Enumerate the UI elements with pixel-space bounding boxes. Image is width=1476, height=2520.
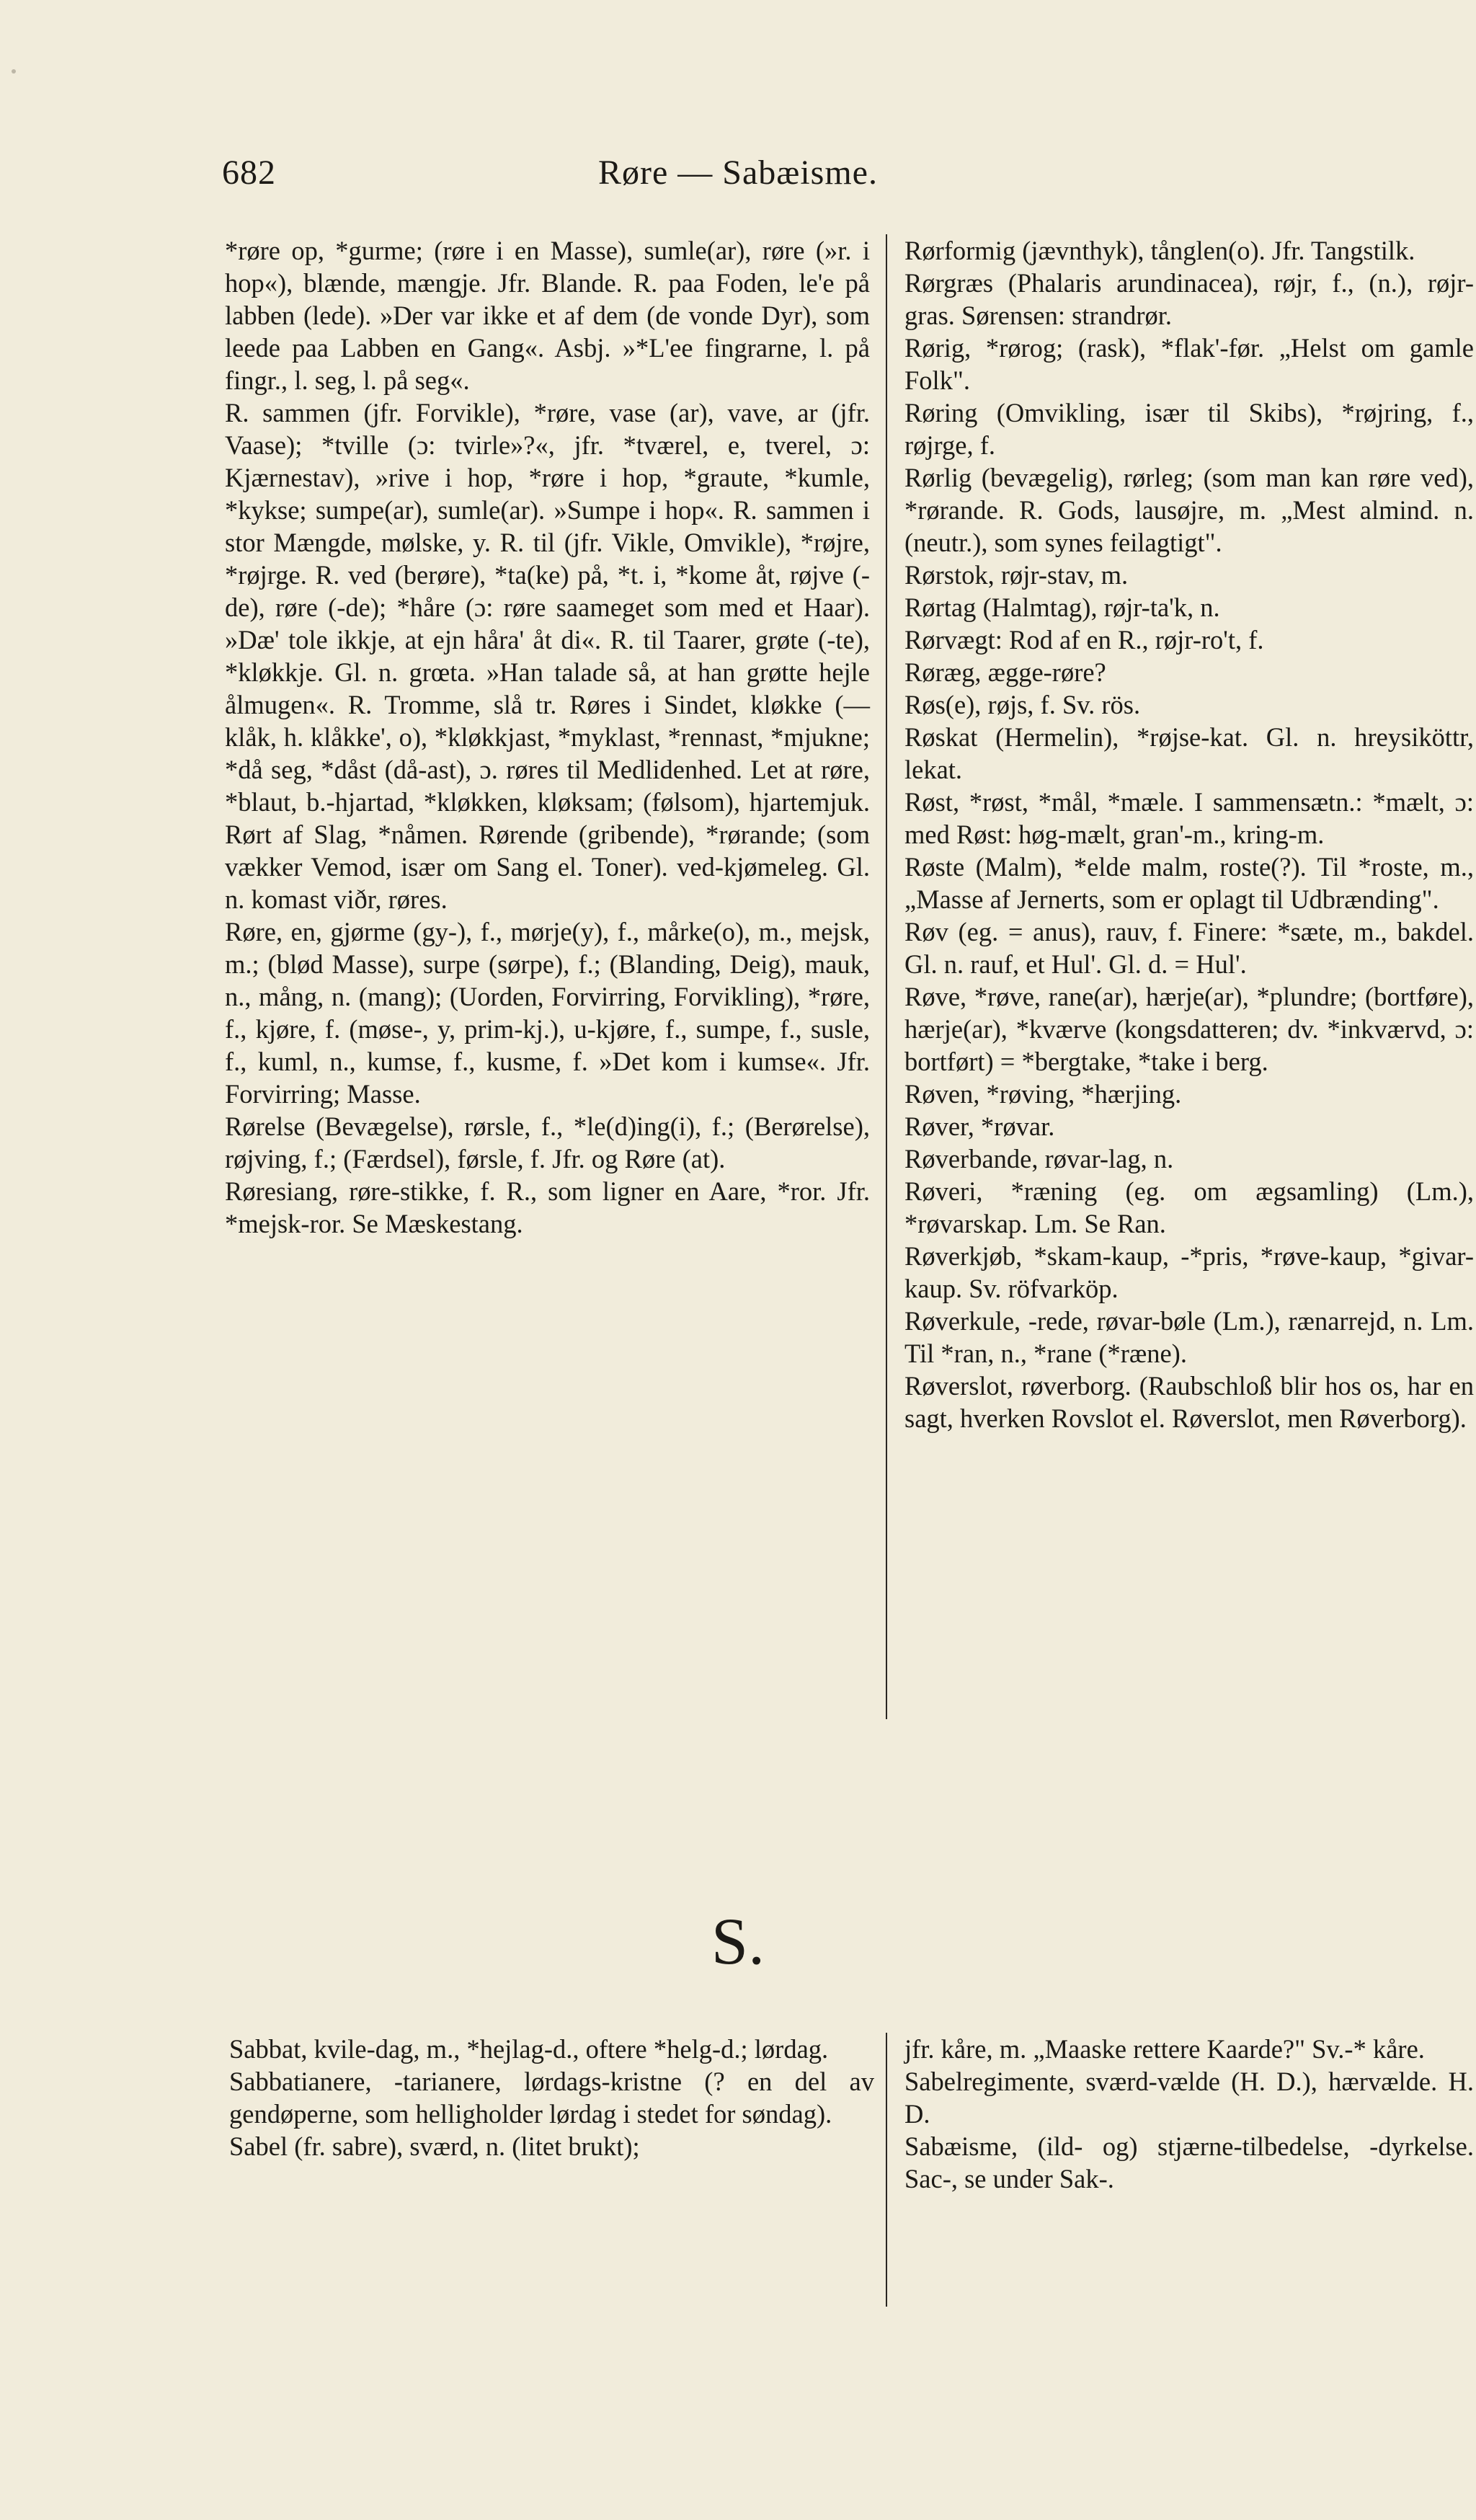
dictionary-entry: Røs(e), røjs, f. Sv. rös.: [904, 690, 1141, 719]
scan-speck: [12, 69, 16, 74]
dictionary-entry: Rørelse (Bevægelse), rørsle, f., *le(d)ing(i), f.; (Berørelse), røjving, f.; (Færdsel), førsle, f. Jfr. og Røre (at).: [225, 1112, 870, 1174]
dictionary-entry: Rørvægt: Rod af en R., røjr-ro't, f.: [904, 625, 1264, 655]
dictionary-entry: jfr. kåre, m. „Maaske rettere Kaarde?" Sv.-* kåre.: [904, 2034, 1425, 2064]
right-column: [904, 234, 1474, 1434]
left-column: [225, 234, 870, 1240]
dictionary-entry: Røverkjøb, *skam-kaup, -*pris, *røve-kaup, *givar-kaup. Sv. röfvarköp.: [904, 1241, 1474, 1303]
dictionary-entry: *røre op, *gurme; (røre i en Masse), sumle(ar), røre (»r. i hop«), blænde, mængje. Jfr. Blande. R. paa Foden, le'e på labben (lede). »Der var ikke et af dem (de vonde Dyr), som leede paa Labben en Gang«. Asbj. »*L'ee fingrarne, l. på fingr., l. seg, l. på seg«.: [225, 236, 870, 395]
dictionary-entry: Røve, *røve, rane(ar), hærje(ar), *plundre; (bortføre), hærje(ar), *kværve (kongsdatteren; dv. *inkværvd, ɔ: bortført) = *bergtake, *take i berg.: [904, 982, 1474, 1076]
dictionary-entry: Rørformig (jævnthyk), tånglen(o). Jfr. Tangstilk.: [904, 236, 1415, 265]
dictionary-entry: Røskat (Hermelin), *røjse-kat. Gl. n. hreysiköttr, lekat.: [904, 722, 1474, 784]
dictionary-entry: Røver, *røvar.: [904, 1112, 1055, 1141]
dictionary-entry: Rørstok, røjr-stav, m.: [904, 560, 1129, 590]
dictionary-entry: Røring (Omvikling, især til Skibs), *røjring, f., røjrge, f.: [904, 398, 1474, 460]
section-letter: S.: [711, 1904, 765, 1978]
dictionary-entry: Sabel (fr. sabre), sværd, n. (litet brukt);: [229, 2131, 640, 2161]
bottom-left-column: [229, 2033, 874, 2162]
column-divider: [886, 2033, 887, 2307]
page-number: 682: [222, 154, 276, 192]
dictionary-entry: Rørlig (bevægelig), rørleg; (som man kan røre ved), *rørande. R. Gods, lausøjre, m. „Mest almind. n. (neutr.), som synes feilagtigt".: [904, 463, 1474, 557]
dictionary-entry: Rørtag (Halmtag), røjr-ta'k, n.: [904, 593, 1220, 622]
dictionary-entry: Sabbat, kvile-dag, m., *hejlag-d., oftere *helg-d.; lørdag.: [229, 2034, 829, 2064]
dictionary-entry: Sabelregimente, sværd-vælde (H. D.), hærvælde. H. D.: [904, 2067, 1474, 2129]
bottom-right-column: [904, 2033, 1474, 2195]
dictionary-entry: Sabbatianere, -tarianere, lørdags-kristne (? en del av gendøperne, som helligholder lørdag i stedet for søndag).: [229, 2067, 874, 2129]
dictionary-entry: Røste (Malm), *elde malm, roste(?). Til *roste, m., „Masse af Jernerts, som er oplagt til Udbrænding".: [904, 852, 1474, 914]
dictionary-entry: Sabæisme, (ild- og) stjærne-tilbedelse, -dyrkelse. Sac-, se under Sak-.: [904, 2131, 1474, 2193]
running-head: Røre — Sabæisme.: [598, 154, 878, 192]
dictionary-entry: Rørig, *rørog; (rask), *flak'-før. „Helst om gamle Folk".: [904, 333, 1474, 395]
dictionary-entry: Røre, en, gjørme (gy-), f., mørje(y), f., mårke(o), m., mejsk, m.; (blød Masse), surpe (sørpe), f.; (Blanding, Deig), mauk, n., mång, n. (mang); (Uorden, Forvirring, Forvikling), *røre, f., kjøre, f. (møse-, y, prim-kj.), u-kjøre, f., sumpe, f., susle, f., kuml, n., kumse, f., kusme, f. »Det kom i kumse«. Jfr. Forvirring; Masse.: [225, 917, 870, 1109]
dictionary-entry: Røverbande, røvar-lag, n.: [904, 1144, 1174, 1174]
dictionary-entry: Røverkule, -rede, røvar-bøle (Lm.), rænarrejd, n. Lm. Til *ran, n., *rane (*ræne).: [904, 1306, 1474, 1368]
dictionary-entry: R. sammen (jfr. Forvikle), *røre, vase (ar), vave, ar (jfr. Vaase); *tville (ɔ: tvirle»?«, jfr. *tværel, e, tverel, ɔ: Kjærnestav), »rive i hop, *røre i hop, *graute, *kumle, *kykse; sumpe(ar), sumle(ar). »Sumpe i hop«. R. sammen i stor Mængde, mølske, y. R. til (jfr. Vikle, Omvikle), *røjre, *røjrge. R. ved (berøre), *ta(ke) på, *t. i, *kome åt, røjve (-de), røre (-de); *håre (ɔ: røre saameget som med et Haar). »Dæ' tole ikkje, at ejn håra' åt di«. R. til Taarer, grøte (-te), *kløkkje. Gl. n. grœta. »Han talade så, at han grøtte hejle ålmugen«. R. Tromme, slå tr. Røres i Sindet, kløkke (— klåk, h. klåkke', o), *kløkkjast, *myklast, *rennast, *mjukne; *då seg, *dåst (då-ast), ɔ. røres til Medlidenhed. Let at røre, *blaut, b.-hjartad, *kløkken, kløksam; (følsom), hjartemjuk. Rørt af Slag, *nåmen. Rørende (gribende), *rørande; (som vækker Vemod, især om Sang el. Toner). ved-kjømeleg. Gl. n. komast viðr, røres.: [225, 398, 870, 914]
dictionary-entry: Røven, *røving, *hærjing.: [904, 1079, 1182, 1109]
dictionary-entry: Røresiang, røre-stikke, f. R., som ligner en Aare, *ror. Jfr. *mejsk-ror. Se Mæskestang.: [225, 1176, 870, 1238]
dictionary-entry: Røræg, ægge-røre?: [904, 657, 1106, 687]
dictionary-entry: Røst, *røst, *mål, *mæle. I sammensætn.: *mælt, ɔ: med Røst: høg-mælt, gran'-m., kring-m.: [904, 787, 1474, 849]
dictionary-entry: Røverslot, røverborg. (Raubschloß blir hos os, har en sagt, hverken Rovslot el. Røverslot, men Røverborg).: [904, 1371, 1474, 1433]
dictionary-entry: Røveri, *ræning (eg. om ægsamling) (Lm.), *røvarskap. Lm. Se Ran.: [904, 1176, 1474, 1238]
column-divider: [886, 234, 887, 1719]
dictionary-entry: Røv (eg. = anus), rauv, f. Finere: *sæte, m., bakdel. Gl. n. rauf, et Hul'. Gl. d. = Hul'.: [904, 917, 1474, 979]
dictionary-entry: Rørgræs (Phalaris arundinacea), røjr, f., (n.), røjr-gras. Sørensen: strandrør.: [904, 268, 1474, 330]
